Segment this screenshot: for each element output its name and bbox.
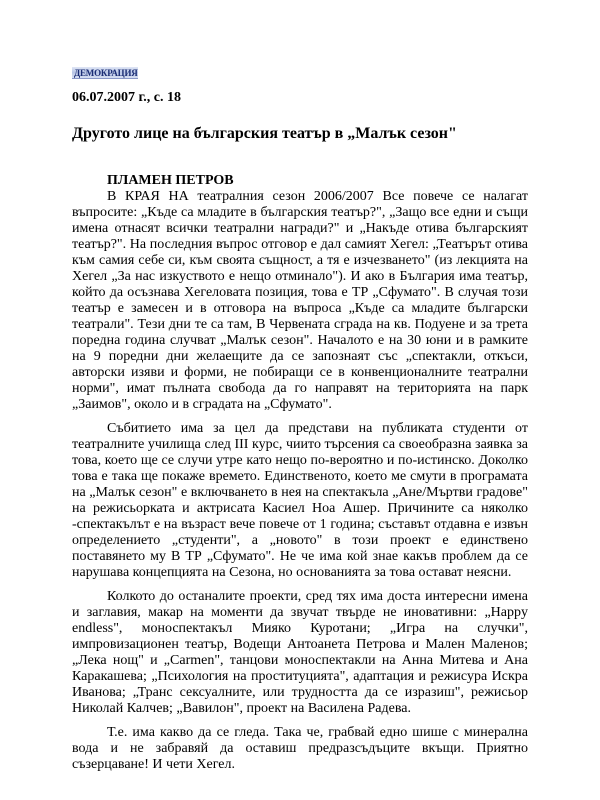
- article-paragraph: Т.е. има какво да се гледа. Така че, грабвай едно шише с минерална вода и не забравяй да оставиш предразсъдъците вкъщи. Приятно съзерцаване! И чети Хегел.: [72, 725, 528, 772]
- article-paragraph: Колкото до останалите проекти, сред тях има доста интересни имена и заглавия, макар на моменти да звучат твърде не иновативни: „Happy endless", моноспектакъл Мияко Куротани; „Игра на случки", импровизационен театър, Водещи Антоанета Петрова и Мален Маленов; „Лека нощ" и „Carmen", танцови моноспектакли на Анна Митева и Ана Каракашева; „Психология на проституцията", адаптация и режисура Искра Иванова; „Транс сексуалните, или трудността да се изразиш", режисьор Николай Калчев; „Вавилон", проект на Василена Радева.: [72, 589, 528, 716]
- article-page: [72, 66, 528, 773]
- newspaper-logo: ДЕМОКРАЦИЯ: [74, 68, 138, 78]
- article-paragraph: Събитието има за цел да представи на публиката студенти от театралните училища след III курс, чиито търсения са своеобразна заявка за това, което ще се случи утре като нещо по-вероятно и по-истинско. Доколко това е така ще покаже времето. Единственото, което ме смути в програмата на „Малък сезон" е включването в нея на спектакъла „Ане/Мъртви градове" на режисьорката и актрисата Касиел Ноа Ашер. Причините са няколко -спектакълът е на възраст вече повече от 1 година; съставът отдавна е извън определението „студенти", а „новото" в този проект е единствено поставянето му В ТР „Сфумато". Не че има кой знае какъв проблем да се нарушава концепцията на Сезона, но основанията за това остават неясни.: [72, 421, 528, 580]
- article-title: Другото лице на българския театър в „Малък сезон": [72, 125, 457, 142]
- publication-date: 06.07.2007 г., с. 18: [72, 90, 181, 105]
- article-paragraph: В КРАЯ НА театралния сезон 2006/2007 Все повече се налагат въпросите: „Къде са младите в българския театър?", „Защо все едни и същи имена отнасят всички театрални награди?" и „Накъде отива българският театър?". На последния въпрос отговор е дал самият Хегел: „Театърът отива към самия себе си, към своята същност, а тя е изчезването" (из лекцията на Хегел „За нас изкуството е нещо отминало"). И ако в България има театър, който да осъзнава Хегеловата позиция, това е ТР „Сфумато". В случая този театър е замесен и в отговора на въпроса „Къде са младите български театрали". Тези дни те са там, В Червената сграда на кв. Подуене и за трета поредна година случват „Малък сезон". Началото е на 30 юни и в рамките на 9 поредни дни желаещите да се запознаят със „спектакли, откъси, авторски изяви и форми, не побиращи се в конвенционалните театрални норми", имат пълната свобода да го направят на територията на парк „Заимов", около и в сградата на „Сфумато".: [72, 189, 528, 412]
- article-author: ПЛАМЕН ПЕТРОВ: [107, 173, 234, 188]
